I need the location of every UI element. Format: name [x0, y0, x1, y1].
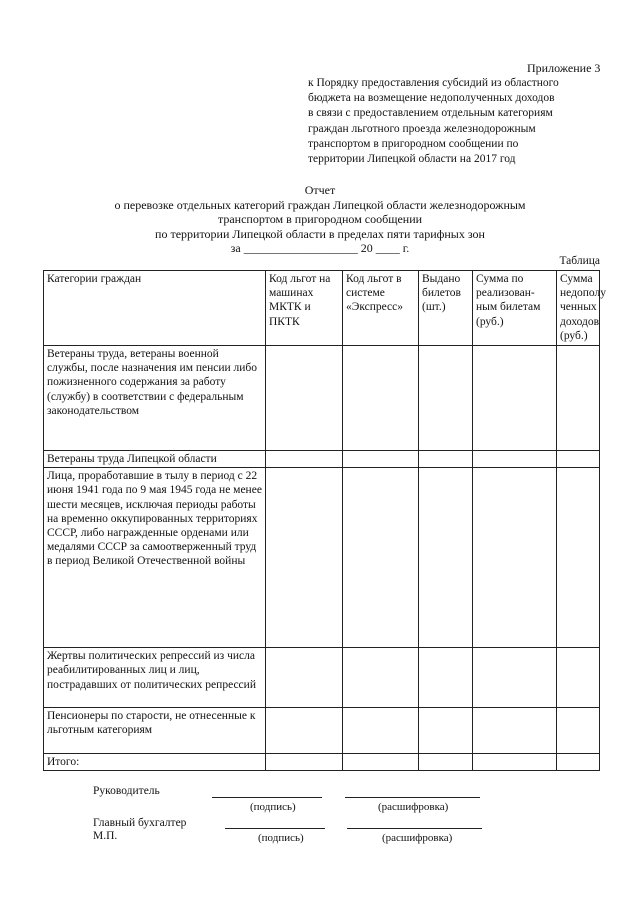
appendix-line: в связи с предоставлением отдельным категориям: [308, 107, 553, 120]
table-header-row: [44, 271, 600, 346]
table-cell[interactable]: [473, 648, 557, 708]
table-cell[interactable]: [473, 754, 557, 771]
table-cell[interactable]: [343, 468, 419, 648]
table-total-row: [44, 754, 600, 771]
row-category: Ветераны труда, ветераны военной службы, после назначения им пенсии либо пожизненного содержания за работу (службу) в соответствии с федеральным законодательством: [44, 346, 266, 451]
header-tickets-issued: Выдано билетов (шт.): [419, 271, 473, 346]
table-cell[interactable]: [473, 346, 557, 451]
table-cell[interactable]: [266, 648, 343, 708]
accountant-label: Главный бухгалтер: [93, 817, 187, 829]
table-cell[interactable]: [473, 468, 557, 648]
table-cell[interactable]: [343, 754, 419, 771]
row-category: Пенсионеры по старости, не отнесенные к льготным категориям: [44, 708, 266, 754]
table-cell[interactable]: [557, 451, 600, 468]
table-cell[interactable]: [419, 754, 473, 771]
appendix-title: Приложение 3: [527, 61, 601, 75]
header-express-code: Код льгот в системе «Экспресс»: [343, 271, 419, 346]
table-cell[interactable]: [266, 708, 343, 754]
header-categories: Категории граждан: [44, 271, 266, 346]
table-cell[interactable]: [343, 346, 419, 451]
appendix-line: территории Липецкой области на 2017 год: [308, 153, 516, 166]
total-label: Итого:: [44, 754, 266, 771]
table-cell[interactable]: [557, 648, 600, 708]
table-row: [44, 468, 600, 648]
signature-caption: (подпись): [258, 832, 304, 844]
table-cell[interactable]: [557, 708, 600, 754]
table-cell[interactable]: [419, 346, 473, 451]
table-cell[interactable]: [473, 451, 557, 468]
table-cell[interactable]: [343, 451, 419, 468]
row-category: Лица, проработавшие в тылу в период с 22 июня 1941 года по 9 мая 1945 года не менее шести месяцев, исключая периоды работы на временно оккупированных территориях СССР, либо награжденные орденами или медалями СССР за самоотверженный труд в период Великой Отечественной войны: [44, 468, 266, 648]
report-line: о перевозке отдельных категорий граждан Липецкой области железнодорожным: [114, 197, 526, 212]
report-period: за ___________________ 20 ____ г.: [230, 241, 410, 255]
header-lost-income: Сумма недополу ченных доходов (руб.): [557, 271, 600, 346]
head-signature-line[interactable]: [212, 797, 322, 798]
accountant-decode-line[interactable]: [347, 828, 482, 829]
decode-caption: (расшифровка): [382, 832, 453, 844]
table-row: [44, 708, 600, 754]
report-line: транспортом в пригородном сообщении: [217, 212, 423, 226]
appendix-line: граждан льготного проезда железнодорожным: [308, 122, 536, 135]
report-line: по территории Липецкой области в пределах пяти тарифных зон: [155, 226, 485, 241]
accountant-signature-line[interactable]: [225, 828, 325, 829]
decode-caption: (расшифровка): [378, 801, 449, 813]
appendix-line: к Порядку предоставления субсидий из областного: [308, 77, 559, 89]
table-cell[interactable]: [266, 468, 343, 648]
table-cell[interactable]: [473, 708, 557, 754]
table-cell[interactable]: [343, 648, 419, 708]
head-decode-line[interactable]: [345, 797, 480, 798]
report-table: [43, 270, 606, 771]
table-cell[interactable]: [343, 708, 419, 754]
appendix-line: транспортом в пригородном сообщении по: [308, 137, 519, 150]
table-cell[interactable]: [557, 468, 600, 648]
appendix-text: [308, 76, 596, 167]
table-cell[interactable]: [419, 708, 473, 754]
table-cell[interactable]: [266, 451, 343, 468]
table-cell[interactable]: [266, 754, 343, 771]
header-sold-sum: Сумма по реализован-ным билетам (руб.): [473, 271, 557, 346]
report-title: Отчет: [304, 183, 336, 197]
signature-caption: (подпись): [250, 801, 296, 813]
row-category: Жертвы политических репрессий из числа реабилитированных лиц и лиц, пострадавших от политических репрессий: [44, 648, 266, 708]
table-cell[interactable]: [557, 346, 600, 451]
head-label: Руководитель: [93, 785, 160, 797]
table-row: [44, 451, 600, 468]
header-mktk-code: Код льгот на машинах МКТК и ПКТК: [266, 271, 343, 346]
stamp-label: М.П.: [93, 830, 118, 842]
table-cell[interactable]: [419, 451, 473, 468]
table-row: [44, 648, 600, 708]
appendix-line: бюджета на возмещение недополученных доходов: [308, 92, 555, 105]
table-cell[interactable]: [266, 346, 343, 451]
table-cell[interactable]: [419, 648, 473, 708]
table-cell[interactable]: [419, 468, 473, 648]
table-row: [44, 346, 600, 451]
table-cell[interactable]: [557, 754, 600, 771]
row-category: Ветераны труда Липецкой области: [44, 451, 266, 468]
report-heading: [0, 183, 640, 256]
table-caption: Таблица: [559, 255, 600, 267]
